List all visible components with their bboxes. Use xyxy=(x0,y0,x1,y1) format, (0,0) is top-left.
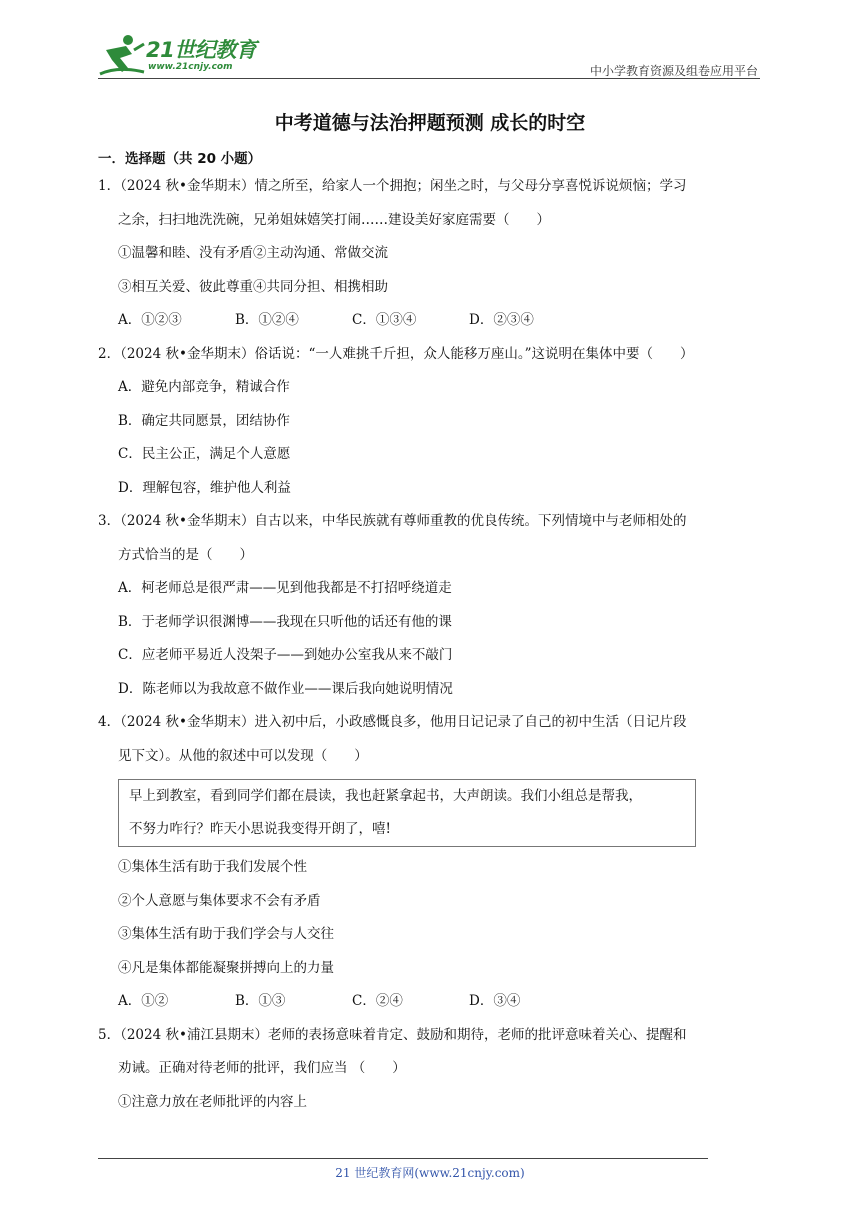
option-d[interactable]: D．②③④ xyxy=(469,312,534,328)
statement-item: ①温馨和睦、没有矛盾②主动沟通、常做交流 xyxy=(118,245,388,261)
statement-item: ④凡是集体都能凝聚拼搏向上的力量 xyxy=(118,959,334,976)
page-title: 中考道德与法治押题预测 成长的时空 xyxy=(274,112,586,134)
question-2 xyxy=(98,338,762,506)
section-heading: 一．选择题（共 20 小题） xyxy=(98,151,262,167)
option-b[interactable]: B．于老师学识很渊博——我现在只听他的话还有他的课 xyxy=(118,613,452,630)
question-3 xyxy=(98,505,762,706)
option-a[interactable]: A．①②③ xyxy=(118,312,182,328)
answer-options xyxy=(98,304,762,338)
question-stem-line: 见下文）。从他的叙述中可以发现（ ） xyxy=(118,747,368,764)
passage-line: 早上到教室，看到同学们都在晨读，我也赶紧拿起书，大声朗读。我们小组总是帮我， xyxy=(129,788,642,804)
question-list xyxy=(98,148,762,1119)
option-a[interactable]: A．避免内部竞争，精诚合作 xyxy=(118,379,290,395)
logo xyxy=(98,32,268,78)
diary-passage-box xyxy=(118,779,696,847)
statement-item: ③集体生活有助于我们学会与人交往 xyxy=(118,926,334,942)
question-stem-line: 之余，扫扫地洗洗碗，兄弟姐妹嬉笑打闹……建设美好家庭需要（ ） xyxy=(118,211,550,228)
question-stem-line: 1．（2024 秋•金华期末）情之所至，给家人一个拥抱；闲坐之时，与父母分享喜悦诉说烦恼；学习 xyxy=(98,178,687,194)
option-d[interactable]: D．理解包容，维护他人利益 xyxy=(118,479,291,496)
question-stem-line: 5．（2024 秋•浦江县期末）老师的表扬意味着肯定、鼓励和期待，老师的批评意味着关心、提醒和 xyxy=(98,1026,687,1043)
header-platform-text: 中小学教育资源及组卷应用平台 xyxy=(589,64,758,78)
statement-item: ①注意力放在老师批评的内容上 xyxy=(118,1093,307,1110)
question-4 xyxy=(98,706,762,1019)
option-b[interactable]: B．确定共同愿景，团结协作 xyxy=(118,412,290,429)
question-stem-line: 劝诫。正确对待老师的批评，我们应当 （ ） xyxy=(118,1060,406,1076)
option-a[interactable]: A．柯老师总是很严肃——见到他我都是不打招呼绕道走 xyxy=(118,580,452,596)
question-5 xyxy=(98,1019,762,1120)
option-c[interactable]: C．①③④ xyxy=(352,312,417,328)
option-c[interactable]: C．②④ xyxy=(352,993,403,1009)
footer-divider xyxy=(98,1158,708,1159)
logo-brand-text: 21世纪教育 xyxy=(146,38,257,62)
option-b[interactable]: B．①②④ xyxy=(235,312,299,328)
answer-options xyxy=(98,985,762,1019)
option-d[interactable]: D．③④ xyxy=(469,993,521,1009)
statement-item: ①集体生活有助于我们发展个性 xyxy=(118,859,307,875)
question-stem-line: 方式恰当的是（ ） xyxy=(118,546,253,563)
header-divider xyxy=(98,78,760,79)
option-a[interactable]: A．①② xyxy=(118,993,169,1009)
logo-url-text: www.21cnjy.com xyxy=(148,62,233,72)
statement-item: ③相互关爱、彼此尊重④共同分担、相携相助 xyxy=(118,278,388,295)
passage-line: 不努力咋行？昨天小思说我变得开朗了，嘻! xyxy=(129,821,391,837)
question-stem-line: 2．（2024 秋•金华期末）俗话说：“一人难挑千斤担，众人能移万座山。”这说明在集体中要（ ） xyxy=(98,345,694,362)
option-c[interactable]: C．民主公正，满足个人意愿 xyxy=(118,446,291,462)
option-d[interactable]: D．陈老师以为我故意不做作业——课后我向她说明情况 xyxy=(118,680,453,697)
question-1 xyxy=(98,170,762,338)
footer-text[interactable]: 21 世纪教育网(www.21cnjy.com) xyxy=(335,1166,525,1180)
option-b[interactable]: B．①③ xyxy=(235,993,286,1009)
question-stem-line: 3．（2024 秋•金华期末）自古以来，中华民族就有尊师重教的优良传统。下列情境中与老师相处的 xyxy=(98,513,687,529)
runner-logo-icon xyxy=(98,32,146,78)
question-stem-line: 4．（2024 秋•金华期末）进入初中后，小政感慨良多，他用日记记录了自己的初中生活（日记片段 xyxy=(98,714,687,730)
statement-item: ②个人意愿与集体要求不会有矛盾 xyxy=(118,892,321,909)
option-c[interactable]: C．应老师平易近人没架子——到她办公室我从来不敲门 xyxy=(118,647,453,663)
page-header xyxy=(98,32,760,80)
